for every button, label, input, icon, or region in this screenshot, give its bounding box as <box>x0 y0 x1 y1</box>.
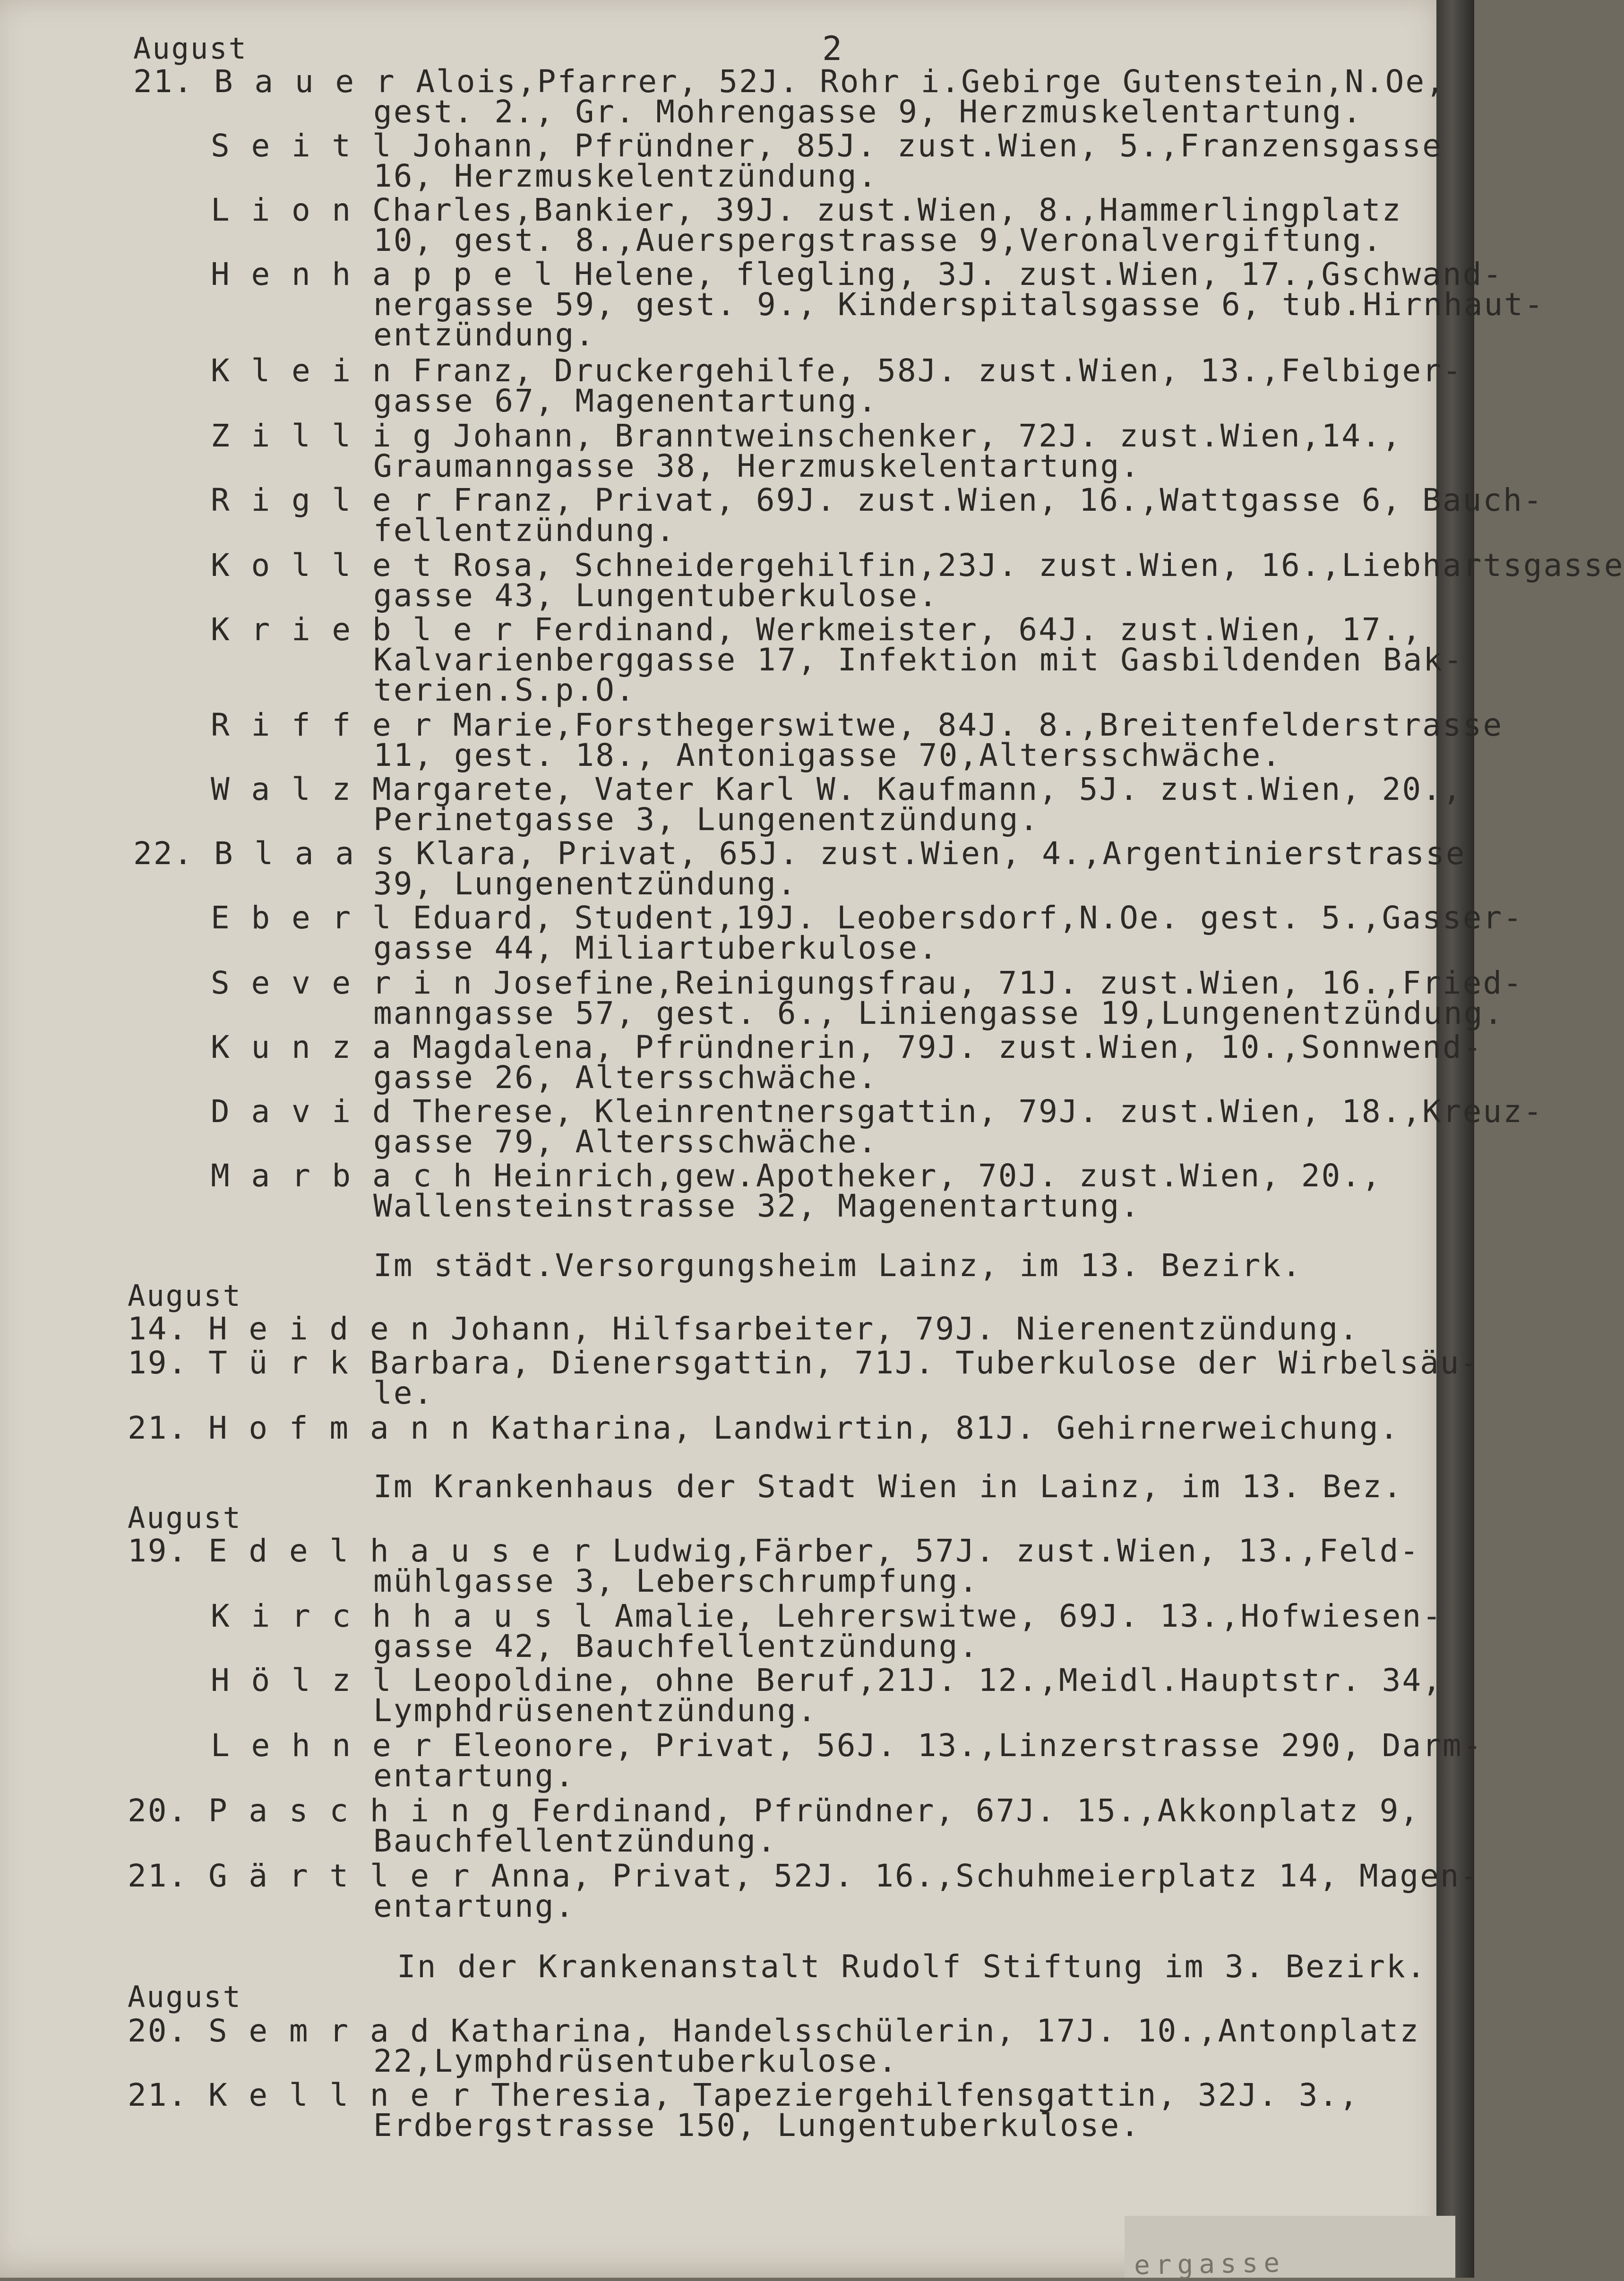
record-line: fellentzündung. <box>373 512 677 549</box>
record-line: K u n z a Magdalena, Pfründnerin, 79J. zust.Wien, 10.,Sonnwend- <box>211 1029 1483 1065</box>
section-heading: Im städt.Versorgungsheim Lainz, im 13. Bezirk. <box>373 1247 1302 1284</box>
record-line: le. <box>373 1375 434 1411</box>
record-line: 39, Lungenentzündung. <box>373 866 798 902</box>
record-line: Erdbergstrasse 150, Lungentuberkulose. <box>373 2107 1141 2144</box>
record-line: gasse 43, Lungentuberkulose. <box>373 577 939 614</box>
month-label: August <box>128 1501 242 1535</box>
record-line: K r i e b l e r Ferdinand, Werkmeister, 64J. zust.Wien, 17., <box>211 611 1423 648</box>
record-line: L i o n Charles,Bankier, 39J. zust.Wien, 8.,Hammerlingplatz <box>211 192 1402 228</box>
record-line: 22. B l a a s Klara, Privat, 65J. zust.Wien, 4.,Argentinierstrasse <box>133 835 1466 872</box>
record-line: 11, gest. 18., Antonigasse 70,Altersschwäche. <box>373 737 1282 773</box>
record-line: 21. H o f m a n n Katharina, Landwirtin, 81J. Gehirnerweichung. <box>128 1410 1400 1446</box>
record-line: gasse 26, Altersschwäche. <box>373 1059 878 1096</box>
record-line: terien.S.p.O. <box>373 672 636 708</box>
record-line: K o l l e t Rosa, Schneidergehilfin,23J. zust.Wien, 16.,Liebhartsgasse <box>211 547 1624 583</box>
record-line: R i g l e r Franz, Privat, 69J. zust.Wien, 16.,Wattgasse 6, Bauch- <box>211 482 1544 518</box>
record-line: Wallensteinstrasse 32, Magenentartung. <box>373 1188 1141 1224</box>
record-line: entzündung. <box>373 317 596 353</box>
record-line: Z i l l i g Johann, Branntweinschenker, 72J. zust.Wien,14., <box>211 418 1402 454</box>
record-line: K i r c h h a u s l Amalie, Lehrerswitwe, 69J. 13.,Hofwiesen- <box>211 1598 1443 1634</box>
record-line: manngasse 57, gest. 6., Liniengasse 19,Lungenentzündung. <box>373 995 1504 1031</box>
section-heading: In der Krankenanstalt Rudolf Stiftung im 3. Bezirk. <box>397 1948 1427 1985</box>
record-line: 19. E d e l h a u s e r Ludwig,Färber, 57J. zust.Wien, 13.,Feld- <box>128 1533 1420 1569</box>
record-line: W a l z Margarete, Vater Karl W. Kaufmann, 5J. zust.Wien, 20., <box>211 771 1463 807</box>
record-line: nergasse 59, gest. 9., Kinderspitalsgasse 6, tub.Hirnhaut- <box>373 286 1545 323</box>
record-line: Kalvarienberggasse 17, Infektion mit Gasbildenden Bak- <box>373 642 1464 678</box>
record-line: gasse 42, Bauchfellentzündung. <box>373 1628 980 1664</box>
record-line: gest. 2., Gr. Mohrengasse 9, Herzmuskelentartung. <box>373 94 1363 130</box>
record-line: D a v i d Therese, Kleinrentnersgattin, 79J. zust.Wien, 18.,Kreuz- <box>211 1093 1544 1130</box>
record-line: S e v e r i n Josefine,Reinigungsfrau, 71J. zust.Wien, 16.,Fried- <box>211 965 1523 1001</box>
record-line: 19. T ü r k Barbara, Dienersgattin, 71J. Tuberkulose der Wirbelsäu- <box>128 1345 1481 1381</box>
record-line: 20. S e m r a d Katharina, Handelsschülerin, 17J. 10.,Antonplatz <box>128 2013 1420 2049</box>
record-line: R i f f e r Marie,Forsthegerswitwe, 84J. 8.,Breitenfelderstrasse <box>211 707 1504 743</box>
month-label: August <box>128 1278 242 1313</box>
record-line: S e i t l Johann, Pfründner, 85J. zust.Wien, 5.,Franzensgasse <box>211 128 1443 164</box>
record-line: Graumanngasse 38, Herzmuskelentartung. <box>373 448 1141 484</box>
record-line: Lymphdrüsenentzündung. <box>373 1692 818 1729</box>
record-line: M a r b a c h Heinrich,gew.Apotheker, 70J. zust.Wien, 20., <box>211 1158 1382 1194</box>
record-line: entartung. <box>373 1888 576 1924</box>
record-line: entartung. <box>373 1758 576 1794</box>
record-line: 22,Lymphdrüsentuberkulose. <box>373 2043 899 2079</box>
record-line: 20. P a s c h i n g Ferdinand, Pfründner, 67J. 15.,Akkonplatz 9, <box>128 1792 1420 1829</box>
month-label: August <box>133 31 248 66</box>
record-line: 10, gest. 8.,Auerspergstrasse 9,Veronalvergiftung. <box>373 222 1383 258</box>
record-line: H e n h a p p e l Helene, flegling, 3J. zust.Wien, 17.,Gschwand- <box>211 256 1504 292</box>
record-line: 14. H e i d e n Johann, Hilfsarbeiter, 79J. Nierenentzündung. <box>128 1311 1359 1347</box>
record-line: 21. B a u e r Alois,Pfarrer, 52J. Rohr i.Gebirge Gutenstein,N.Oe, <box>133 63 1446 100</box>
record-line: Bauchfellentzündung. <box>373 1823 777 1859</box>
record-line: gasse 44, Miliartuberkulose. <box>373 930 939 966</box>
record-line: K l e i n Franz, Druckergehilfe, 58J. zust.Wien, 13.,Felbiger- <box>211 352 1463 389</box>
record-line: 21. G ä r t l e r Anna, Privat, 52J. 16.,Schuhmeierplatz 14, Magen- <box>128 1858 1481 1894</box>
record-line: gasse 67, Magenentartung. <box>373 383 878 419</box>
binding-edge <box>1436 0 1474 2278</box>
record-line: mühlgasse 3, Leberschrumpfung. <box>373 1563 980 1599</box>
month-label: August <box>128 1980 242 2014</box>
page-number: 2 <box>822 29 842 68</box>
record-line: H ö l z l Leopoldine, ohne Beruf,21J. 12.,Meidl.Hauptstr. 34, <box>211 1662 1443 1698</box>
record-line: 16, Herzmuskelentzündung. <box>373 158 878 194</box>
underlying-page-text: ergasse <box>1134 2247 1286 2281</box>
record-line: L e h n e r Eleonore, Privat, 56J. 13.,Linzerstrasse 290, Darm- <box>211 1727 1483 1764</box>
section-heading: Im Krankenhaus der Stadt Wien in Lainz, im 13. Bez. <box>373 1468 1403 1505</box>
record-line: 21. K e l l n e r Theresia, Tapeziergehilfensgattin, 32J. 3., <box>128 2077 1359 2113</box>
record-line: Perinetgasse 3, Lungenentzündung. <box>373 801 1040 838</box>
record-line: E b e r l Eduard, Student,19J. Leobersdorf,N.Oe. gest. 5.,Gasser- <box>211 900 1523 936</box>
record-line: gasse 79, Altersschwäche. <box>373 1123 878 1160</box>
